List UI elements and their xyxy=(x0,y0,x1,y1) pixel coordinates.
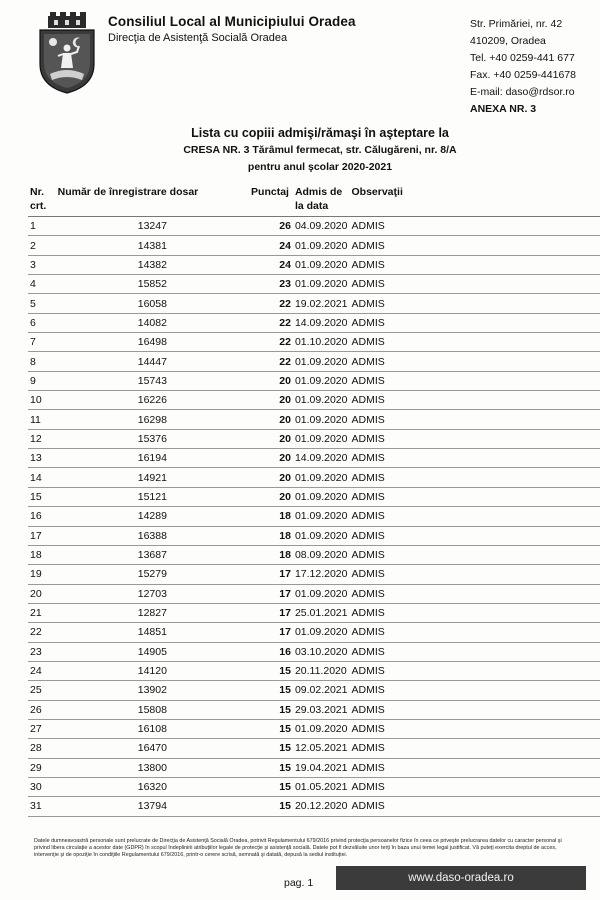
score: 15 xyxy=(249,661,293,680)
row-spacer xyxy=(457,758,600,777)
observation: ADMIS xyxy=(350,294,457,313)
row-number: 24 xyxy=(28,661,56,680)
admission-table xyxy=(28,183,600,817)
observation: ADMIS xyxy=(350,777,457,796)
row-number: 19 xyxy=(28,565,56,584)
contact-phone: Tel. +40 0259-441 677 xyxy=(470,52,575,64)
header-nr: Nr. crt. xyxy=(28,183,56,217)
score: 20 xyxy=(249,468,293,487)
row-spacer xyxy=(457,429,600,448)
admission-date: 01.09.2020 xyxy=(293,352,350,371)
observation: ADMIS xyxy=(350,661,457,680)
row-spacer xyxy=(457,603,600,622)
observation: ADMIS xyxy=(350,410,457,429)
row-spacer xyxy=(457,681,600,700)
table-row xyxy=(28,661,600,680)
row-spacer xyxy=(457,468,600,487)
admission-date: 19.02.2021 xyxy=(293,294,350,313)
header-dosar: Număr de înregistrare dosar xyxy=(56,183,249,217)
table-row xyxy=(28,275,600,294)
score: 20 xyxy=(249,449,293,468)
row-spacer xyxy=(457,507,600,526)
file-number: 16194 xyxy=(56,449,249,468)
file-number: 16058 xyxy=(56,294,249,313)
file-number: 12703 xyxy=(56,584,249,603)
table-row xyxy=(28,584,600,603)
annex-label: ANEXA NR. 3 xyxy=(470,103,537,115)
admission-date: 01.09.2020 xyxy=(293,719,350,738)
table-row xyxy=(28,642,600,661)
row-spacer xyxy=(457,391,600,410)
admission-date: 17.12.2020 xyxy=(293,565,350,584)
row-number: 12 xyxy=(28,429,56,448)
admission-date: 20.11.2020 xyxy=(293,661,350,680)
row-spacer xyxy=(457,294,600,313)
score: 22 xyxy=(249,313,293,332)
score: 15 xyxy=(249,797,293,816)
file-number: 16226 xyxy=(56,391,249,410)
table-row xyxy=(28,217,600,236)
file-number: 13800 xyxy=(56,758,249,777)
table-row xyxy=(28,603,600,622)
observation: ADMIS xyxy=(350,468,457,487)
score: 20 xyxy=(249,410,293,429)
row-number: 6 xyxy=(28,313,56,332)
score: 17 xyxy=(249,603,293,622)
admission-date: 01.05.2021 xyxy=(293,777,350,796)
admission-date: 01.09.2020 xyxy=(293,410,350,429)
score: 15 xyxy=(249,681,293,700)
file-number: 14382 xyxy=(56,255,249,274)
score: 15 xyxy=(249,739,293,758)
row-spacer xyxy=(457,352,600,371)
row-spacer xyxy=(457,333,600,352)
file-number: 13902 xyxy=(56,681,249,700)
row-spacer xyxy=(457,565,600,584)
file-number: 13247 xyxy=(56,217,249,236)
score: 24 xyxy=(249,255,293,274)
row-number: 21 xyxy=(28,603,56,622)
table-row xyxy=(28,758,600,777)
table-row xyxy=(28,739,600,758)
score: 24 xyxy=(249,236,293,255)
row-number: 11 xyxy=(28,410,56,429)
observation: ADMIS xyxy=(350,429,457,448)
observation: ADMIS xyxy=(350,255,457,274)
observation: ADMIS xyxy=(350,371,457,390)
observation: ADMIS xyxy=(350,487,457,506)
row-spacer xyxy=(457,371,600,390)
row-number: 2 xyxy=(28,236,56,255)
row-spacer xyxy=(457,623,600,642)
admission-date: 20.12.2020 xyxy=(293,797,350,816)
observation: ADMIS xyxy=(350,333,457,352)
row-spacer xyxy=(457,584,600,603)
row-number: 8 xyxy=(28,352,56,371)
observation: ADMIS xyxy=(350,797,457,816)
score: 17 xyxy=(249,623,293,642)
contact-address: Str. Primăriei, nr. 42 xyxy=(470,18,563,30)
admission-date: 12.05.2021 xyxy=(293,739,350,758)
row-number: 15 xyxy=(28,487,56,506)
table-row xyxy=(28,255,600,274)
observation: ADMIS xyxy=(350,526,457,545)
row-number: 28 xyxy=(28,739,56,758)
row-number: 17 xyxy=(28,526,56,545)
score: 22 xyxy=(249,333,293,352)
row-spacer xyxy=(457,275,600,294)
row-spacer xyxy=(457,449,600,468)
document-title: Lista cu copiii admişi/rămaşi în aşteptare la xyxy=(191,126,449,140)
admission-date: 01.09.2020 xyxy=(293,236,350,255)
file-number: 15121 xyxy=(56,487,249,506)
observation: ADMIS xyxy=(350,352,457,371)
row-spacer xyxy=(457,700,600,719)
table-row xyxy=(28,507,600,526)
score: 17 xyxy=(249,584,293,603)
file-number: 16470 xyxy=(56,739,249,758)
row-number: 3 xyxy=(28,255,56,274)
row-number: 1 xyxy=(28,217,56,236)
page-number: pag. 1 xyxy=(284,877,314,889)
row-number: 26 xyxy=(28,700,56,719)
table-row xyxy=(28,468,600,487)
row-number: 5 xyxy=(28,294,56,313)
admission-date: 04.09.2020 xyxy=(293,217,350,236)
organization-header xyxy=(108,14,356,44)
observation: ADMIS xyxy=(350,584,457,603)
table-row xyxy=(28,313,600,332)
school-year: pentru anul şcolar 2020-2021 xyxy=(247,161,393,173)
admission-date: 01.09.2020 xyxy=(293,468,350,487)
row-spacer xyxy=(457,313,600,332)
admission-date: 14.09.2020 xyxy=(293,449,350,468)
contact-postal: 410209, Oradea xyxy=(470,35,546,47)
admission-date: 09.02.2021 xyxy=(293,681,350,700)
file-number: 14447 xyxy=(56,352,249,371)
observation: ADMIS xyxy=(350,758,457,777)
file-number: 15279 xyxy=(56,565,249,584)
coat-of-arms-logo xyxy=(36,12,98,94)
score: 26 xyxy=(249,217,293,236)
table-row xyxy=(28,487,600,506)
observation: ADMIS xyxy=(350,623,457,642)
table-row xyxy=(28,294,600,313)
table-row xyxy=(28,371,600,390)
score: 15 xyxy=(249,758,293,777)
admission-date: 01.09.2020 xyxy=(293,526,350,545)
admission-date: 29.03.2021 xyxy=(293,700,350,719)
row-spacer xyxy=(457,236,600,255)
observation: ADMIS xyxy=(350,545,457,564)
row-spacer xyxy=(457,526,600,545)
table-row xyxy=(28,565,600,584)
admission-date: 01.09.2020 xyxy=(293,507,350,526)
gdpr-notice: Datele dumneavoastră personale sunt prelucrate de Direcţia de Asistenţă Socială Oradea, potrivit Regulamentului 679/2016 privind protecţia persoanelor fizice în ceea ce priveşte prelucrarea datelor cu caracter personal şi privind libera circulaţie a acestor date (GDPR) în scopul îndeplinirii atribuţiilor legale de protecţie şi asistenţă socială. Datele pot fi dezvăluite unor terţi în baza unui temei legal justificat. Vă puteţi exercita dreptul de acces, intervenţie şi de opoziţie în condiţiile Regulamentului 679/2016, printr-o cerere scrisă, semnată şi datată, depusă la sediul instituţiei. xyxy=(34,838,562,858)
score: 22 xyxy=(249,294,293,313)
admission-date: 01.09.2020 xyxy=(293,429,350,448)
observation: ADMIS xyxy=(350,507,457,526)
file-number: 15376 xyxy=(56,429,249,448)
file-number: 14381 xyxy=(56,236,249,255)
row-spacer xyxy=(457,217,600,236)
admission-date: 01.09.2020 xyxy=(293,275,350,294)
table-row xyxy=(28,333,600,352)
header-admis: Admis de la data xyxy=(293,183,350,217)
table-row xyxy=(28,526,600,545)
table-row xyxy=(28,681,600,700)
observation: ADMIS xyxy=(350,275,457,294)
file-number: 14851 xyxy=(56,623,249,642)
file-number: 14289 xyxy=(56,507,249,526)
observation: ADMIS xyxy=(350,681,457,700)
contact-email: E-mail: daso@rdsor.ro xyxy=(470,86,575,98)
row-number: 31 xyxy=(28,797,56,816)
row-number: 27 xyxy=(28,719,56,738)
admission-date: 01.09.2020 xyxy=(293,584,350,603)
file-number: 13687 xyxy=(56,545,249,564)
admission-date: 14.09.2020 xyxy=(293,313,350,332)
score: 15 xyxy=(249,700,293,719)
score: 20 xyxy=(249,371,293,390)
observation: ADMIS xyxy=(350,391,457,410)
row-spacer xyxy=(457,642,600,661)
row-number: 9 xyxy=(28,371,56,390)
admission-date: 01.09.2020 xyxy=(293,623,350,642)
admission-date: 01.09.2020 xyxy=(293,391,350,410)
file-number: 16298 xyxy=(56,410,249,429)
table-row xyxy=(28,352,600,371)
row-spacer xyxy=(457,797,600,816)
table-row xyxy=(28,449,600,468)
file-number: 15743 xyxy=(56,371,249,390)
table-row xyxy=(28,236,600,255)
header-spacer xyxy=(457,183,600,217)
observation: ADMIS xyxy=(350,719,457,738)
score: 20 xyxy=(249,391,293,410)
row-number: 20 xyxy=(28,584,56,603)
admission-date: 19.04.2021 xyxy=(293,758,350,777)
admission-date: 01.09.2020 xyxy=(293,255,350,274)
score: 16 xyxy=(249,642,293,661)
file-number: 13794 xyxy=(56,797,249,816)
file-number: 16498 xyxy=(56,333,249,352)
contact-block xyxy=(470,16,576,118)
table-row xyxy=(28,700,600,719)
row-number: 29 xyxy=(28,758,56,777)
row-number: 4 xyxy=(28,275,56,294)
row-number: 22 xyxy=(28,623,56,642)
table-row xyxy=(28,429,600,448)
row-number: 14 xyxy=(28,468,56,487)
admission-date: 25.01.2021 xyxy=(293,603,350,622)
table-row xyxy=(28,777,600,796)
table-row xyxy=(28,391,600,410)
admission-date: 01.09.2020 xyxy=(293,487,350,506)
file-number: 14120 xyxy=(56,661,249,680)
nursery-name: CRESA NR. 3 Tărâmul fermecat, str. Călugăreni, nr. 8/A xyxy=(183,144,457,156)
table-row xyxy=(28,410,600,429)
admission-date: 03.10.2020 xyxy=(293,642,350,661)
row-number: 13 xyxy=(28,449,56,468)
row-spacer xyxy=(457,719,600,738)
observation: ADMIS xyxy=(350,217,457,236)
table-row xyxy=(28,623,600,642)
row-number: 10 xyxy=(28,391,56,410)
contact-fax: Fax. +40 0259-441678 xyxy=(470,69,576,81)
score: 23 xyxy=(249,275,293,294)
row-spacer xyxy=(457,487,600,506)
score: 17 xyxy=(249,565,293,584)
row-spacer xyxy=(457,410,600,429)
row-number: 16 xyxy=(28,507,56,526)
admission-date: 01.09.2020 xyxy=(293,371,350,390)
score: 22 xyxy=(249,352,293,371)
score: 18 xyxy=(249,507,293,526)
observation: ADMIS xyxy=(350,739,457,758)
observation: ADMIS xyxy=(350,565,457,584)
row-number: 30 xyxy=(28,777,56,796)
observation: ADMIS xyxy=(350,700,457,719)
file-number: 15852 xyxy=(56,275,249,294)
row-spacer xyxy=(457,739,600,758)
organization-name: Consiliul Local al Municipiului Oradea xyxy=(108,14,356,29)
score: 20 xyxy=(249,487,293,506)
observation: ADMIS xyxy=(350,642,457,661)
row-number: 18 xyxy=(28,545,56,564)
row-spacer xyxy=(457,661,600,680)
row-number: 25 xyxy=(28,681,56,700)
table-body xyxy=(28,217,600,817)
observation: ADMIS xyxy=(350,313,457,332)
file-number: 16108 xyxy=(56,719,249,738)
table-header-row xyxy=(28,183,600,217)
score: 15 xyxy=(249,719,293,738)
header-observatii: Observaţii xyxy=(350,183,457,217)
row-number: 23 xyxy=(28,642,56,661)
observation: ADMIS xyxy=(350,236,457,255)
score: 20 xyxy=(249,429,293,448)
header-punctaj: Punctaj xyxy=(249,183,293,217)
row-spacer xyxy=(457,777,600,796)
observation: ADMIS xyxy=(350,449,457,468)
score: 18 xyxy=(249,545,293,564)
website-banner: www.daso-oradea.ro xyxy=(336,866,586,890)
file-number: 12827 xyxy=(56,603,249,622)
organization-department: Direcţia de Asistenţă Socială Oradea xyxy=(108,32,288,44)
document-title-block xyxy=(0,126,600,173)
admission-date: 08.09.2020 xyxy=(293,545,350,564)
row-number: 7 xyxy=(28,333,56,352)
table-row xyxy=(28,797,600,816)
score: 18 xyxy=(249,526,293,545)
file-number: 14905 xyxy=(56,642,249,661)
observation: ADMIS xyxy=(350,603,457,622)
file-number: 16388 xyxy=(56,526,249,545)
file-number: 15808 xyxy=(56,700,249,719)
table-row xyxy=(28,545,600,564)
file-number: 14082 xyxy=(56,313,249,332)
row-spacer xyxy=(457,255,600,274)
file-number: 14921 xyxy=(56,468,249,487)
admission-date: 01.10.2020 xyxy=(293,333,350,352)
row-spacer xyxy=(457,545,600,564)
table-row xyxy=(28,719,600,738)
file-number: 16320 xyxy=(56,777,249,796)
score: 15 xyxy=(249,777,293,796)
